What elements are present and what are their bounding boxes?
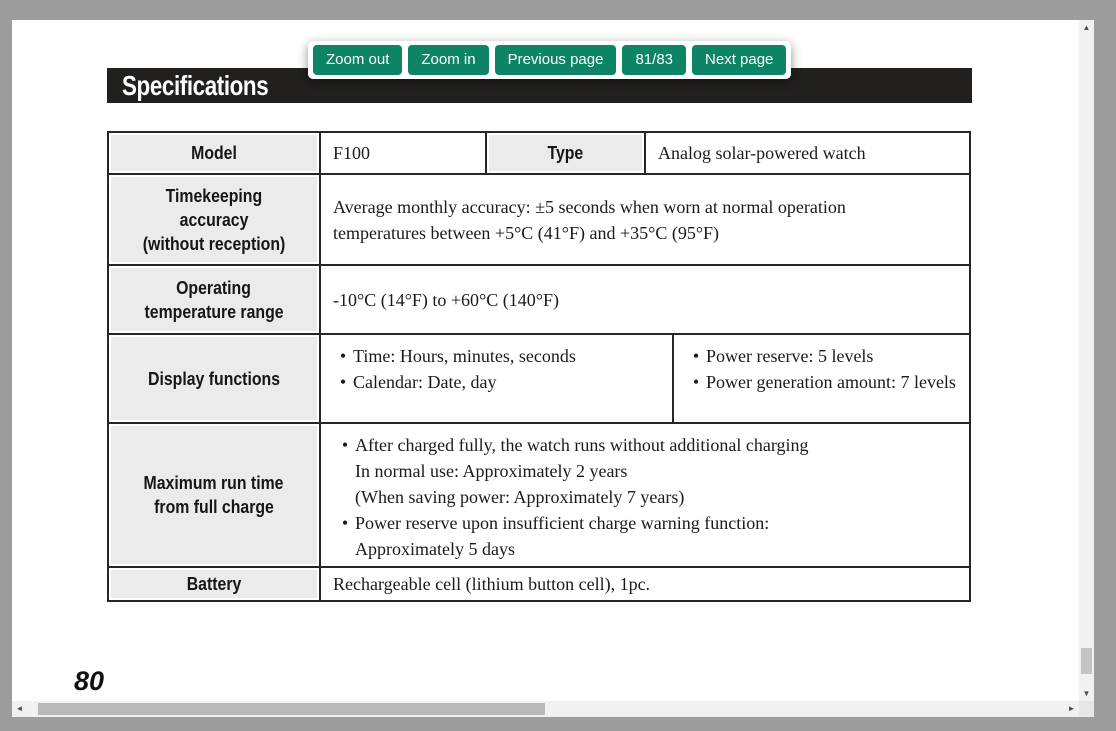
battery-label-cell: Battery [109,568,319,600]
scroll-left-arrow-icon[interactable]: ◄ [15,704,24,713]
display-functions-right-cell: • Power reserve: 5 levels • Power generation amount: 7 levels [672,335,969,422]
table-row [109,264,969,333]
page-content [12,20,1079,701]
table-row [109,422,969,566]
table-row [109,173,969,264]
display-functions-label-cell: Display functions [109,335,319,422]
model-label: Model [191,143,237,163]
model-value-cell [319,133,485,173]
timekeeping-value-cell: Average monthly accuracy: ±5 seconds when worn at normal operation temperatures between +5°C (41°F) and +35°C (95°F) [319,175,969,264]
viewer-toolbar [308,41,791,79]
next-page-button[interactable]: Next page [692,45,786,75]
bullet-icon: • [339,372,347,392]
bullet-icon: • [341,513,349,533]
page-number: 80 [74,666,105,696]
scroll-right-arrow-icon[interactable]: ► [1067,704,1076,713]
specifications-table [107,131,971,602]
page-indicator-button[interactable]: 81/83 [622,45,686,75]
zoom-out-button[interactable]: Zoom out [313,45,402,75]
scrollbar-corner [1079,701,1094,717]
bullet-icon: • [341,435,349,455]
max-run-time-label-cell: Maximum run time from full charge [109,424,319,566]
horizontal-scrollbar-thumb[interactable] [38,703,545,715]
type-value: Analog solar-powered watch [658,143,866,163]
type-value-cell [644,133,969,173]
scroll-up-arrow-icon[interactable]: ▲ [1082,23,1091,32]
table-row [109,333,969,422]
vertical-scrollbar-thumb[interactable] [1081,648,1092,674]
table-row [109,566,969,600]
table-row [109,133,969,173]
bullet-icon: • [692,346,700,366]
vertical-scrollbar[interactable] [1079,20,1094,701]
page-title: Specifications [122,69,269,101]
timekeeping-label-cell: Timekeeping accuracy (without reception) [109,175,319,264]
bullet-icon: • [339,346,347,366]
operating-temp-label-cell: Operating temperature range [109,266,319,333]
horizontal-scrollbar[interactable] [12,701,1079,717]
operating-temp-value-cell: -10°C (14°F) to +60°C (140°F) [319,266,969,333]
previous-page-button[interactable]: Previous page [495,45,617,75]
zoom-in-button[interactable]: Zoom in [408,45,488,75]
bullet-icon: • [692,372,700,392]
max-run-time-value-cell: • After charged fully, the watch runs without additional charging In normal use: Approximately 2 years (When saving power: Approximately 7 years) • Power reserve upon insufficient charge warning function: Approximately 5 days [319,424,969,566]
model-value: F100 [333,143,371,163]
document-viewer-window [12,20,1094,717]
model-label-cell [109,133,319,173]
display-functions-left-cell: • Time: Hours, minutes, seconds • Calendar: Date, day [319,335,672,422]
scroll-down-arrow-icon[interactable]: ▼ [1082,689,1091,698]
type-label: Type [547,143,584,163]
type-label-cell [485,133,644,173]
battery-value-cell: Rechargeable cell (lithium button cell), 1pc. [319,568,969,600]
